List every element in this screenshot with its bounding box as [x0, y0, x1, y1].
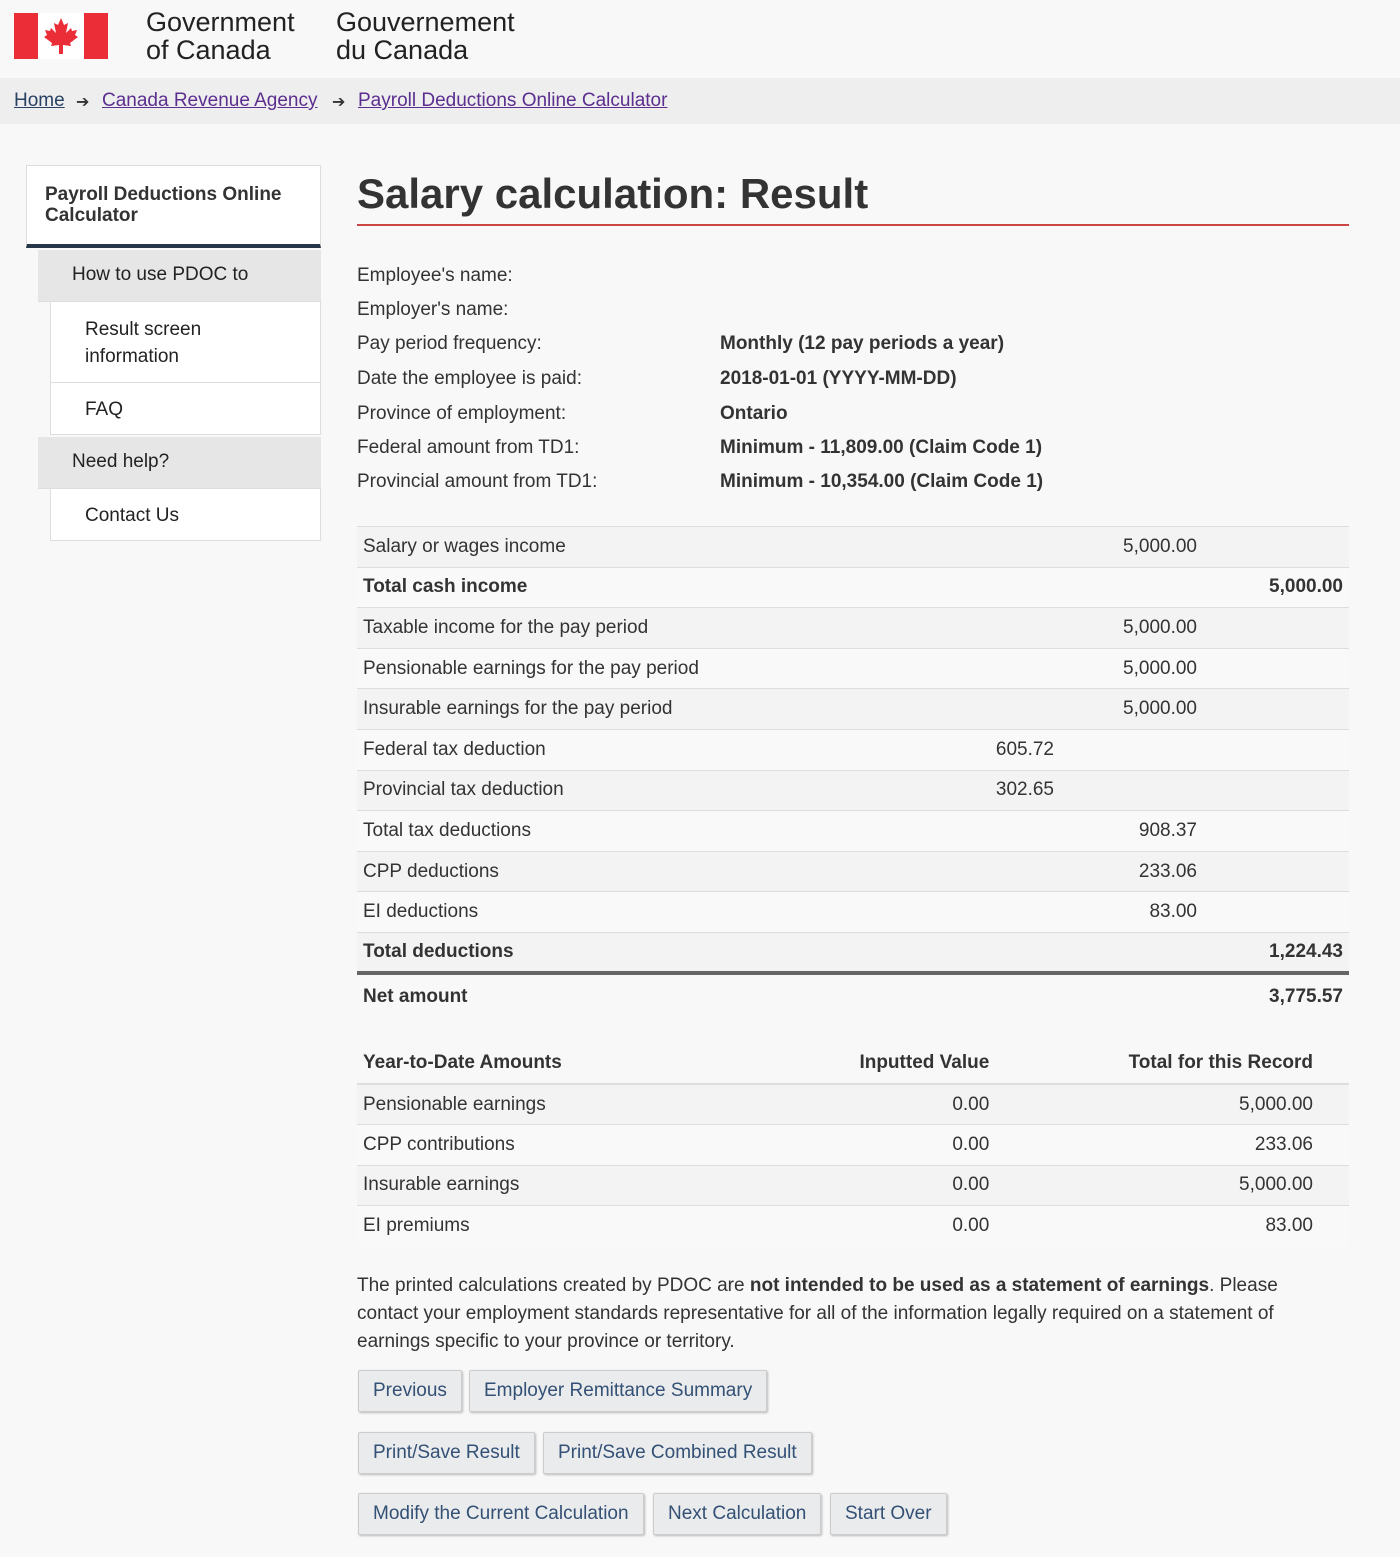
row-value: 5,000.00: [1060, 648, 1203, 689]
row-label: EI deductions: [357, 892, 917, 933]
breadcrumb-home-link[interactable]: Home: [14, 90, 65, 111]
breadcrumb-cra-link[interactable]: Canada Revenue Agency: [102, 90, 318, 111]
province-label: Province of employment:: [357, 403, 567, 424]
province-value: Ontario: [720, 403, 788, 424]
title-divider: [357, 224, 1349, 226]
table-row: [357, 932, 1349, 973]
row-label: Total deductions: [357, 932, 917, 973]
row-value: 83.00: [1060, 892, 1203, 933]
sidebar-item-contact-us[interactable]: [50, 489, 321, 541]
provincial-td1-label: Provincial amount from TD1:: [357, 471, 598, 492]
row-value: 5,000.00: [1060, 689, 1203, 730]
sidebar-item-faq[interactable]: [50, 383, 321, 435]
table-row: [357, 851, 1349, 892]
row-value: 605.72: [917, 729, 1060, 770]
gov-en-line2: of Canada: [146, 35, 271, 65]
arrow-right-icon: ➔: [76, 94, 90, 111]
row-label: Total cash income: [357, 567, 917, 608]
row-label: CPP contributions: [357, 1125, 800, 1166]
row-label: Total tax deductions: [357, 811, 917, 852]
row-label: Pensionable earnings: [357, 1084, 800, 1125]
row-value: 5,000.00: [1203, 567, 1349, 608]
table-row: [357, 648, 1349, 689]
table-row: [357, 729, 1349, 770]
gov-fr-line1: Gouvernement: [336, 7, 515, 37]
table-row: [357, 567, 1349, 608]
table-row: [357, 1084, 1349, 1125]
row-label: Salary or wages income: [357, 527, 917, 568]
table-row: [357, 1206, 1349, 1247]
row-value: 908.37: [1060, 811, 1203, 852]
row-input-value: 0.00: [800, 1125, 995, 1166]
modify-calculation-button[interactable]: Modify the Current Calculation: [358, 1493, 644, 1535]
start-over-button[interactable]: Start Over: [830, 1493, 947, 1535]
page-title: Salary calculation: Result: [357, 170, 869, 217]
statement-notice: [357, 1272, 1317, 1356]
table-row: [357, 689, 1349, 730]
notice-emphasis: not intended to be used as a statement of earnings: [749, 1275, 1210, 1296]
table-header-row: [357, 1042, 1349, 1084]
table-row: [357, 892, 1349, 933]
row-total-value: 5,000.00: [995, 1084, 1349, 1125]
breadcrumb-pdoc-link[interactable]: Payroll Deductions Online Calculator: [358, 90, 668, 111]
row-label: Net amount: [357, 973, 917, 1019]
row-total-value: 5,000.00: [995, 1165, 1349, 1206]
table-row: [357, 608, 1349, 649]
notice-text: The printed calculations created by PDOC are: [357, 1275, 750, 1296]
row-label: EI premiums: [357, 1206, 800, 1247]
canada-flag-icon[interactable]: [14, 13, 108, 59]
row-value: 3,775.57: [1203, 973, 1349, 1019]
row-label: Insurable earnings for the pay period: [357, 689, 917, 730]
row-label: Pensionable earnings for the pay period: [357, 648, 917, 689]
sidebar-item-label: information: [85, 346, 179, 367]
table-row: [357, 527, 1349, 568]
row-value: 5,000.00: [1060, 527, 1203, 568]
arrow-right-icon: ➔: [332, 94, 346, 111]
sidebar-item-label: Contact Us: [85, 505, 179, 526]
salary-calculation-table: [357, 526, 1349, 1019]
pay-date-label: Date the employee is paid:: [357, 368, 582, 389]
employer-remittance-summary-button[interactable]: Employer Remittance Summary: [469, 1370, 767, 1412]
row-label: Federal tax deduction: [357, 729, 917, 770]
previous-button[interactable]: Previous: [358, 1370, 462, 1412]
column-header: Inputted Value: [800, 1042, 995, 1084]
employer-name-label: Employer's name:: [357, 299, 509, 320]
table-row: [357, 811, 1349, 852]
breadcrumb: [0, 78, 1400, 124]
sidebar-item-label: Result screen: [85, 319, 202, 340]
row-value: 302.65: [917, 770, 1060, 811]
federal-td1-value: Minimum - 11,809.00 (Claim Code 1): [720, 437, 1043, 458]
gov-en-wordmark[interactable]: [146, 8, 295, 64]
row-label: Provincial tax deduction: [357, 770, 917, 811]
row-value: 233.06: [1060, 851, 1203, 892]
row-input-value: 0.00: [800, 1206, 995, 1247]
print-save-result-button[interactable]: Print/Save Result: [358, 1432, 535, 1474]
sidebar-item-label: FAQ: [85, 399, 124, 420]
pay-frequency-value: Monthly (12 pay periods a year): [720, 333, 1005, 354]
pay-frequency-label: Pay period frequency:: [357, 333, 542, 354]
row-value: 5,000.00: [1060, 608, 1203, 649]
table-row: [357, 1165, 1349, 1206]
table-row: [357, 1125, 1349, 1166]
pay-date-value: 2018-01-01 (YYYY-MM-DD): [720, 368, 957, 389]
gov-fr-wordmark[interactable]: [336, 8, 515, 64]
provincial-td1-value: Minimum - 10,354.00 (Claim Code 1): [720, 471, 1044, 492]
table-row: [357, 770, 1349, 811]
sidebar-section-need-help[interactable]: Need help?: [38, 437, 321, 489]
federal-td1-label: Federal amount from TD1:: [357, 437, 580, 458]
row-label: Taxable income for the pay period: [357, 608, 917, 649]
sidebar-title[interactable]: Payroll Deductions Online Calculator: [26, 165, 321, 248]
year-to-date-table: [357, 1042, 1349, 1246]
sidebar-section-how-to[interactable]: How to use PDOC to: [38, 250, 321, 302]
row-label: CPP deductions: [357, 851, 917, 892]
column-header: Year-to-Date Amounts: [357, 1042, 800, 1084]
row-input-value: 0.00: [800, 1084, 995, 1125]
site-header: [0, 0, 1400, 78]
gov-en-line1: Government: [146, 7, 295, 37]
row-label: Insurable earnings: [357, 1165, 800, 1206]
notice-text: . Please contact your employment standards representative for all of the information legally required on a statement of earnings specific to your province or territory.: [357, 1275, 1278, 1352]
row-total-value: 233.06: [995, 1125, 1349, 1166]
gov-fr-line2: du Canada: [336, 35, 469, 65]
table-row: [357, 973, 1349, 1019]
row-value: 1,224.43: [1203, 932, 1349, 973]
print-save-combined-result-button[interactable]: Print/Save Combined Result: [543, 1432, 812, 1474]
employee-name-label: Employee's name:: [357, 265, 513, 286]
row-input-value: 0.00: [800, 1165, 995, 1206]
column-header: Total for this Record: [995, 1042, 1349, 1084]
sidebar-item-result-info[interactable]: [50, 302, 321, 383]
row-total-value: 83.00: [995, 1206, 1349, 1247]
next-calculation-button[interactable]: Next Calculation: [653, 1493, 821, 1535]
